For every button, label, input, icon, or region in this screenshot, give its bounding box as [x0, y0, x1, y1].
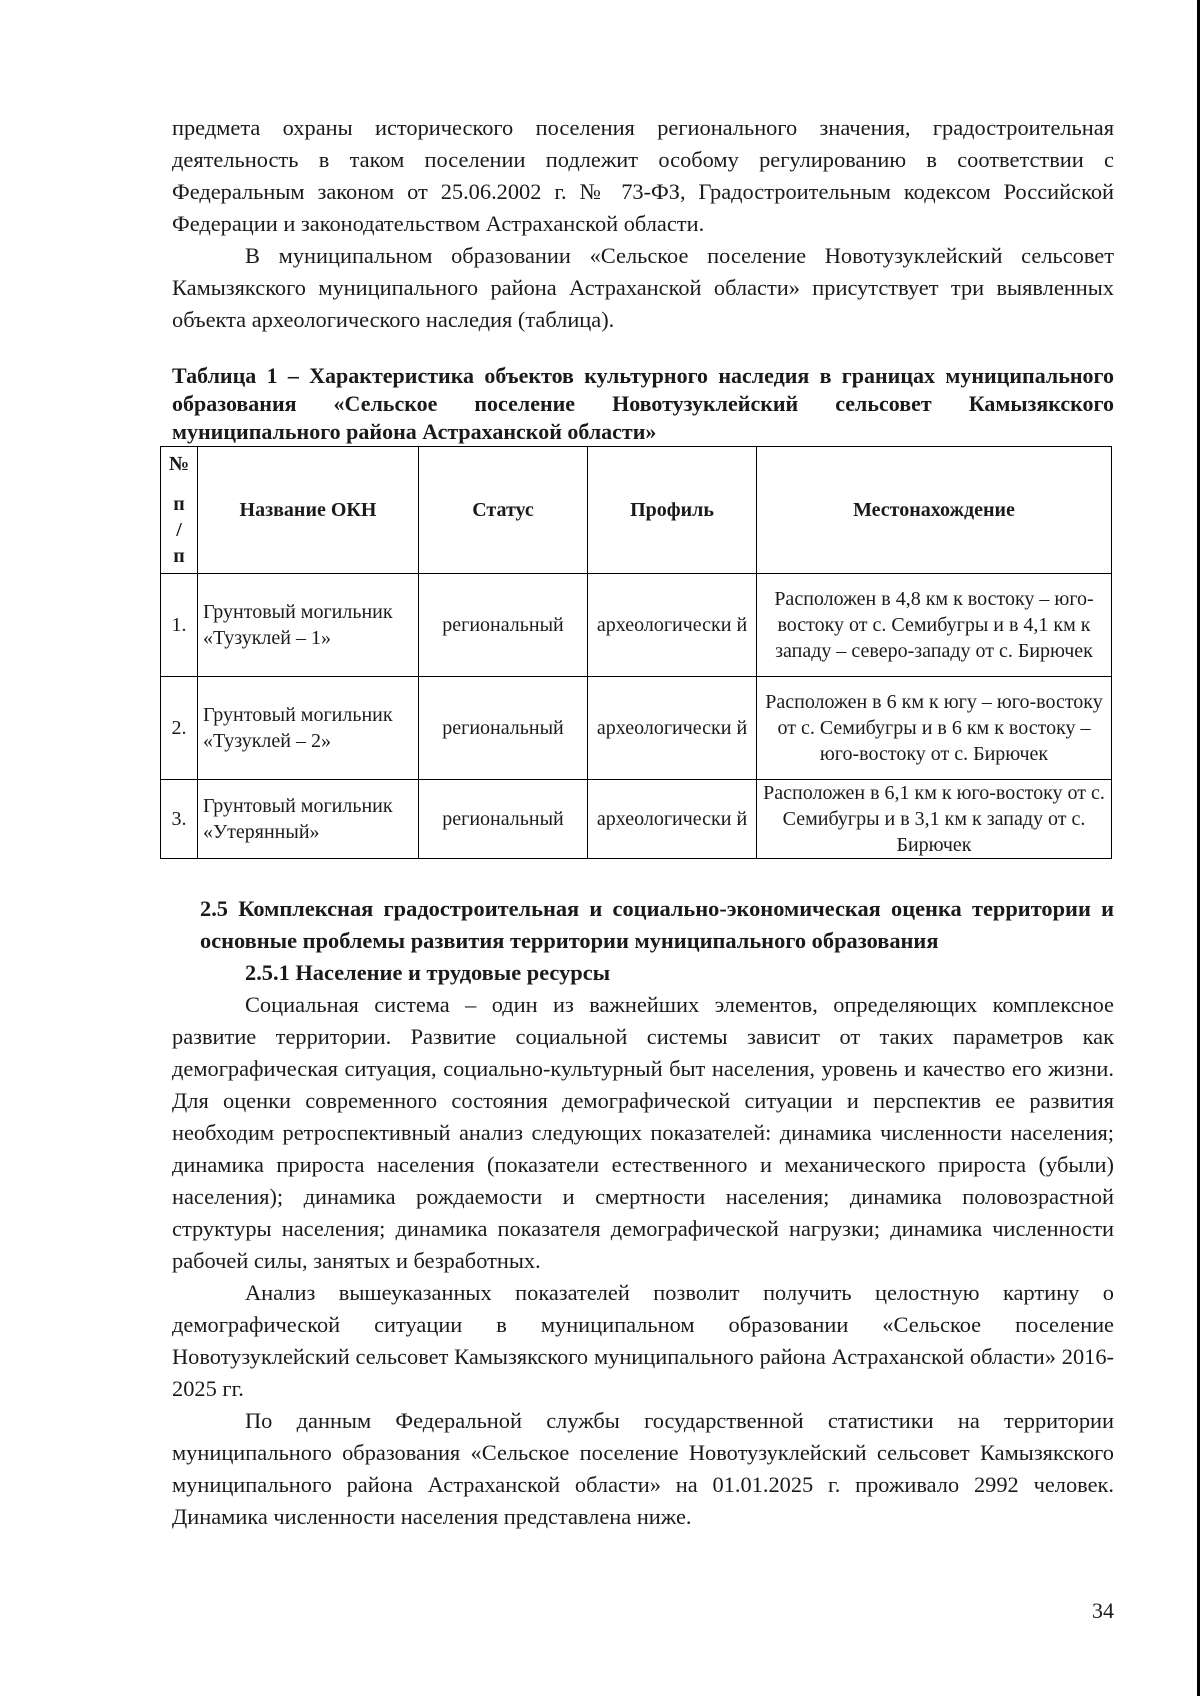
heritage-table — [160, 446, 1112, 859]
row-name: Грунтовый могильник «Утерянный» — [198, 780, 419, 859]
section-paragraph-2: Анализ вышеуказанных показателей позволит получить целостную картину о демографической ситуации в муниципальном образовании «Сельское поселение Новотузуклейский сельсовет Камызякского муниципального района Астраханской области» 2016-2025 гг. — [172, 1280, 1114, 1401]
table-row — [161, 677, 1112, 780]
section-paragraph-1: Социальная система – один из важнейших элементов, определяющих комплексное развитие территории. Развитие социальной системы зависит от таких параметров как демографическая ситуация, социально-культурный быт населения, уровень и качество его жизни. Для оценки современного состояния демографической ситуации и перспектив ее развития необходим ретроспективный анализ следующих показателей: динамика численности населения; динамика прироста населения (показатели естественного и механического прироста (убыли) населения); динамика рождаемости и смертности населения; динамика половозрастной структуры населения; динамика показателя демографической нагрузки; динамика численности рабочей силы, занятых и безработных. — [172, 992, 1114, 1273]
subsection-heading: 2.5.1 Население и трудовые ресурсы — [245, 960, 611, 985]
table-header-row — [161, 447, 1112, 574]
header-profile: Профиль — [588, 447, 757, 574]
header-name: Название ОКН — [198, 447, 419, 574]
table-row — [161, 780, 1112, 859]
row-location: Расположен в 6,1 км к юго-востоку от с. Семибугры и в 3,1 км к западу от с. Бирючек — [757, 780, 1112, 859]
row-name: Грунтовый могильник «Тузуклей – 2» — [198, 677, 419, 780]
intro-paragraph-2: В муниципальном образовании «Сельское поселение Новотузуклейский сельсовет Камызякского муниципального района Астраханской области» присутствует три выявленных объекта археологического наследия (таблица). — [172, 243, 1114, 332]
header-number — [161, 447, 198, 574]
row-name: Грунтовый могильник «Тузуклей – 1» — [198, 574, 419, 677]
header-number-line-4: п — [173, 545, 185, 567]
row-number: 2. — [161, 677, 198, 780]
table-caption: Таблица 1 – Характеристика объектов культурного наследия в границах муниципального образования «Сельское поселение Новотузуклейский сельсовет Камызякского муниципального района Астраханской области» — [172, 363, 1114, 444]
header-number-line-3: / — [176, 519, 182, 541]
row-status: региональный — [419, 780, 588, 859]
table-row — [161, 574, 1112, 677]
header-number-line-1: № — [168, 453, 190, 475]
intro-paragraph-1: предмета охраны исторического поселения регионального значения, градостроительная деятельность в таком поселении подлежит особому регулированию в соответствии с Федеральным законом от 25.06.2002 г. № 73-ФЗ, Градостроительным кодексом Российской Федерации и законодательством Астраханской области. — [172, 115, 1114, 236]
row-profile: археологически й — [588, 677, 757, 780]
section-heading: 2.5 Комплексная градостроительная и социально-экономическая оценка территории и основные проблемы развития территории муниципального образования — [200, 896, 1114, 953]
row-number: 3. — [161, 780, 198, 859]
row-profile: археологически й — [588, 780, 757, 859]
page-number: 34 — [1092, 1598, 1114, 1623]
row-number: 1. — [161, 574, 198, 677]
row-profile: археологически й — [588, 574, 757, 677]
header-number-line-2: п — [173, 493, 185, 515]
header-location: Местонахождение — [757, 447, 1112, 574]
row-status: региональный — [419, 677, 588, 780]
document-page — [168, 112, 1114, 1533]
header-status: Статус — [419, 447, 588, 574]
row-status: региональный — [419, 574, 588, 677]
row-location: Расположен в 6 км к югу – юго-востоку от с. Семибугры и в 6 км к востоку – юго-востоку от с. Бирючек — [757, 677, 1112, 780]
row-location: Расположен в 4,8 км к востоку – юго-востоку от с. Семибугры и в 4,1 км к западу – северо-западу от с. Бирючек — [757, 574, 1112, 677]
section-paragraph-3: По данным Федеральной службы государственной статистики на территории муниципального образования «Сельское поселение Новотузуклейский сельсовет Камызякского муниципального района Астраханской области» на 01.01.2025 г. проживало 2992 человек. Динамика численности населения представлена ниже. — [172, 1408, 1114, 1529]
